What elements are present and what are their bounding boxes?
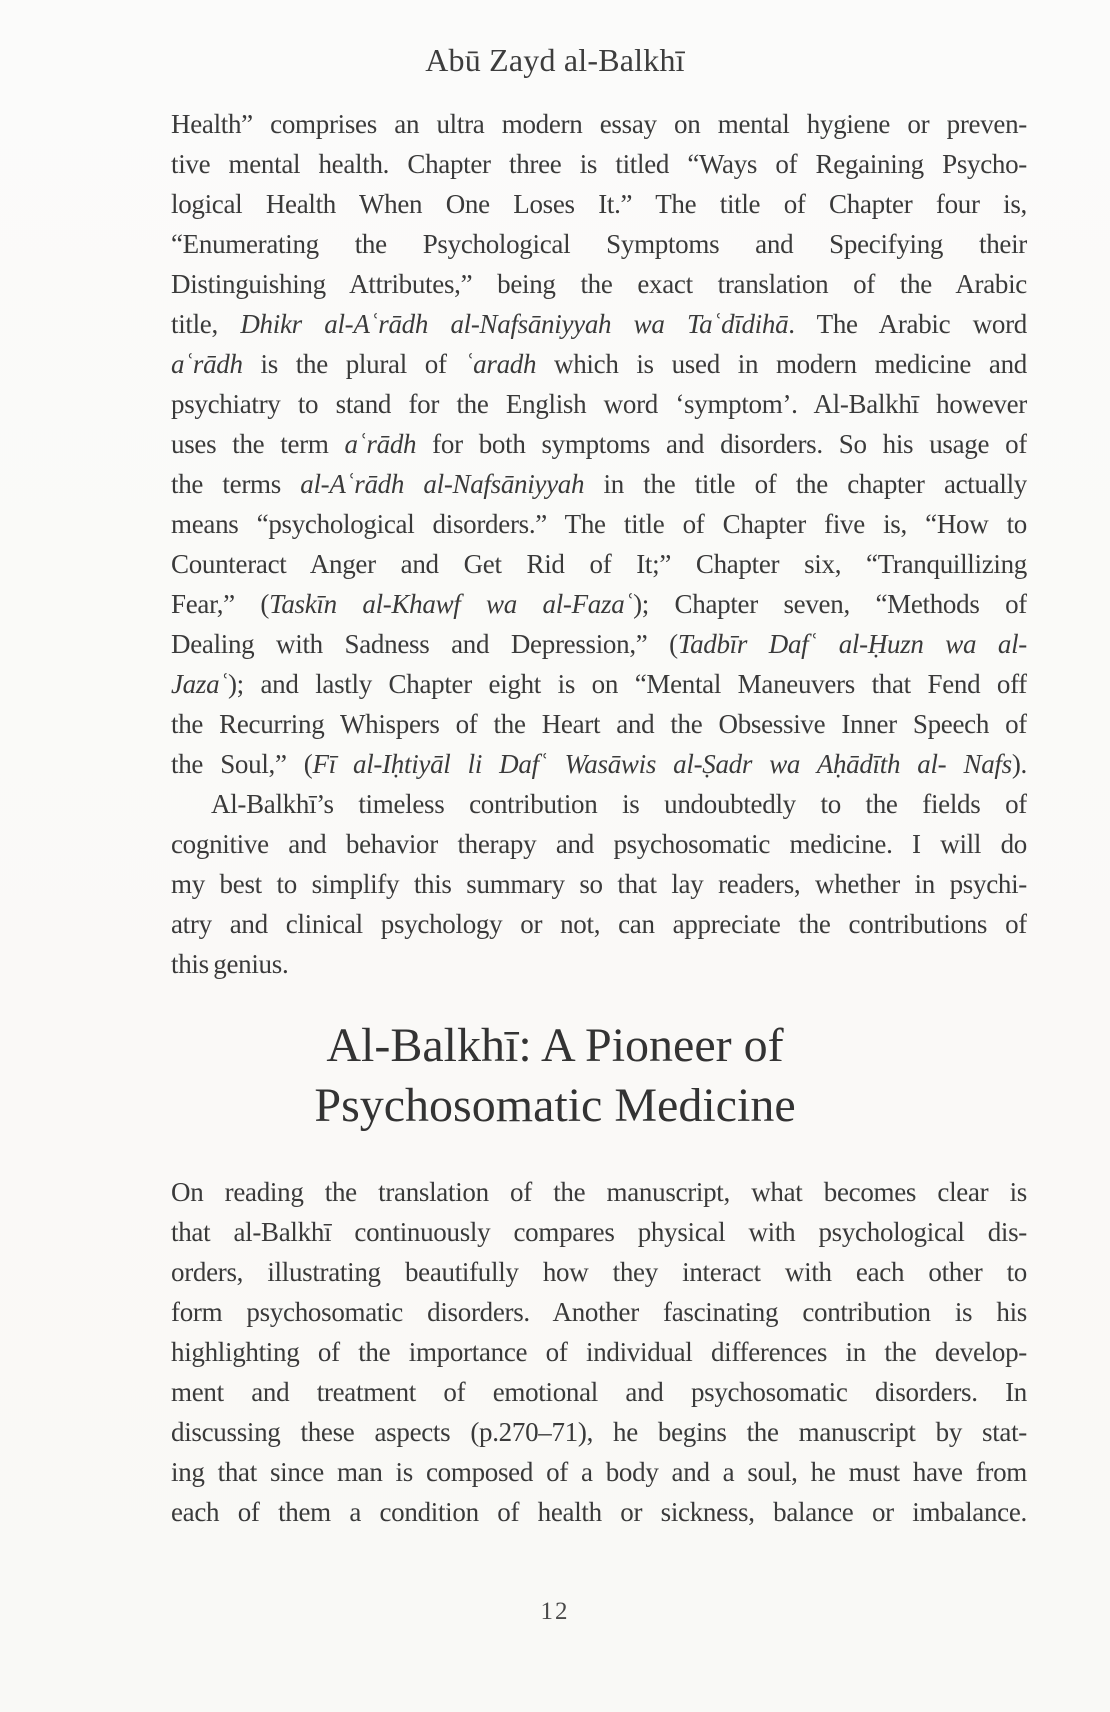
text-line: [171, 504, 1027, 544]
text-line: [171, 1452, 1027, 1492]
text-line: [171, 1252, 1027, 1292]
text-run: “Enumerating the Psychological Symptoms and Specifying their: [171, 229, 1027, 259]
text-line: [171, 224, 1027, 264]
text-line: [171, 784, 1027, 824]
text-run: means “psychological disorders.” The title of Chapter five is, “How to: [171, 509, 1027, 539]
text-line: [171, 1212, 1027, 1252]
text-line: [171, 1292, 1027, 1332]
text-run: orders, illustrating beautifully how they interact with each other to: [171, 1257, 1027, 1287]
text-line: [171, 144, 1027, 184]
italic-run: aʿrādh: [344, 429, 417, 459]
text-run: discussing these aspects (p.270–71), he begins the manuscript by stat-: [171, 1417, 1027, 1447]
text-run: logical Health When One Loses It.” The title of Chapter four is,: [171, 189, 1027, 219]
text-run: highlighting of the importance of individual differences in the develop-: [171, 1337, 1027, 1367]
text-run: my best to simplify this summary so that lay readers, whether in psychi-: [171, 869, 1027, 899]
italic-run: aʿrādh: [171, 349, 243, 379]
italic-run: Fī al-Iḥtiyāl li Dafʿ Wasāwis al-Ṣadr wa Aḥādīth al- Nafs: [312, 749, 1012, 779]
text-run: atry and clinical psychology or not, can appreciate the contributions of: [171, 909, 1027, 939]
italic-run: al-Aʿrādh al-Nafsāniyyah: [300, 469, 585, 499]
text-run: Dealing with Sadness and Depression,” (: [171, 629, 678, 659]
text-line: [171, 544, 1027, 584]
text-run: Fear,” (: [171, 589, 270, 619]
text-run: the Soul,” (: [171, 749, 313, 779]
page-number: 12: [540, 1598, 570, 1625]
text-line: [171, 1372, 1027, 1412]
text-line: [171, 184, 1027, 224]
text-run: . The Arabic word: [788, 309, 1027, 339]
text-run: Counteract Anger and Get Rid of It;” Chapter six, “Tranquillizing: [171, 549, 1027, 579]
text-run: cognitive and behavior therapy and psychosomatic medicine. I will do: [171, 829, 1027, 859]
text-run: ment and treatment of emotional and psychosomatic disorders. In: [171, 1377, 1027, 1407]
text-line: [171, 344, 1027, 384]
text-run: uses the term: [171, 429, 345, 459]
text-run: which is used in modern medicine and: [536, 349, 1027, 379]
italic-run: Taskīn al-Khawf wa al-Fazaʿ: [269, 589, 634, 619]
text-run: ).: [1011, 749, 1027, 779]
text-line: [171, 384, 1027, 424]
text-line: [171, 904, 1027, 944]
text-line: [171, 104, 1027, 144]
text-run: in the title of the chapter actually: [584, 469, 1027, 499]
text-line: [171, 584, 1027, 624]
text-run: ing that since man is composed of a body and a soul, he must have from: [171, 1457, 1027, 1487]
text-line: [171, 424, 1027, 464]
text-line: [171, 744, 1027, 784]
text-run: Distinguishing Attributes,” being the exact translation of the Arabic: [171, 269, 1027, 299]
italic-run: Jazaʿ: [171, 669, 228, 699]
text-run: tive mental health. Chapter three is titled “Ways of Regaining Psycho-: [171, 149, 1027, 179]
text-run: the Recurring Whispers of the Heart and the Obsessive Inner Speech of: [171, 709, 1027, 739]
text-line: [171, 304, 1027, 344]
text-run: On reading the translation of the manuscript, what becomes clear is: [171, 1177, 1027, 1207]
text-run: ); and lastly Chapter eight is on “Mental Maneuvers that Fend off: [227, 669, 1027, 699]
text-line: [171, 864, 1027, 904]
text-line: [171, 1412, 1027, 1452]
italic-run: ʿaradh: [464, 349, 537, 379]
text-run: the terms: [171, 469, 301, 499]
section-heading-line-2: Psychosomatic Medicine: [314, 1079, 796, 1132]
text-line: [171, 264, 1027, 304]
text-line: [171, 624, 1027, 664]
text-line: [171, 1172, 1027, 1212]
body-text-block-1: [171, 104, 1027, 984]
text-run: form psychosomatic disorders. Another fascinating contribution is his: [171, 1297, 1027, 1327]
text-line: [171, 944, 1027, 984]
running-head: Abū Zayd al-Balkhī: [425, 42, 685, 78]
text-run: is the plural of: [242, 349, 465, 379]
section-heading-line-1: Al-Balkhī: A Pioneer of: [326, 1019, 784, 1072]
text-line: [171, 704, 1027, 744]
text-run: each of them a condition of health or sickness, balance or imbalance.: [171, 1497, 1027, 1527]
italic-run: Dhikr al-Aʿrādh al-Nafsāniyyah wa Taʿdīdihā: [240, 309, 789, 339]
text-line: [171, 664, 1027, 704]
text-line: [171, 464, 1027, 504]
text-run: for both symptoms and disorders. So his usage of: [416, 429, 1027, 459]
italic-run: Tadbīr Dafʿ al-Ḥuzn wa al-: [677, 629, 1027, 659]
text-run: Al-Balkhī’s timeless contribution is undoubtedly to the fields of: [211, 789, 1027, 819]
section-heading: [0, 1016, 1110, 1136]
text-line: [171, 1332, 1027, 1372]
text-line: [171, 1492, 1027, 1532]
text-run: psychiatry to stand for the English word ‘symptom’. Al-Balkhī however: [171, 389, 1027, 419]
body-text-block-2: [171, 1172, 1027, 1532]
text-run: that al-Balkhī continuously compares physical with psychological dis-: [171, 1217, 1027, 1247]
text-run: this genius.: [171, 949, 289, 979]
text-run: ); Chapter seven, “Methods of: [633, 589, 1027, 619]
text-run: Health” comprises an ultra modern essay on mental hygiene or preven-: [171, 109, 1027, 139]
text-line: [171, 824, 1027, 864]
text-run: title,: [171, 309, 241, 339]
